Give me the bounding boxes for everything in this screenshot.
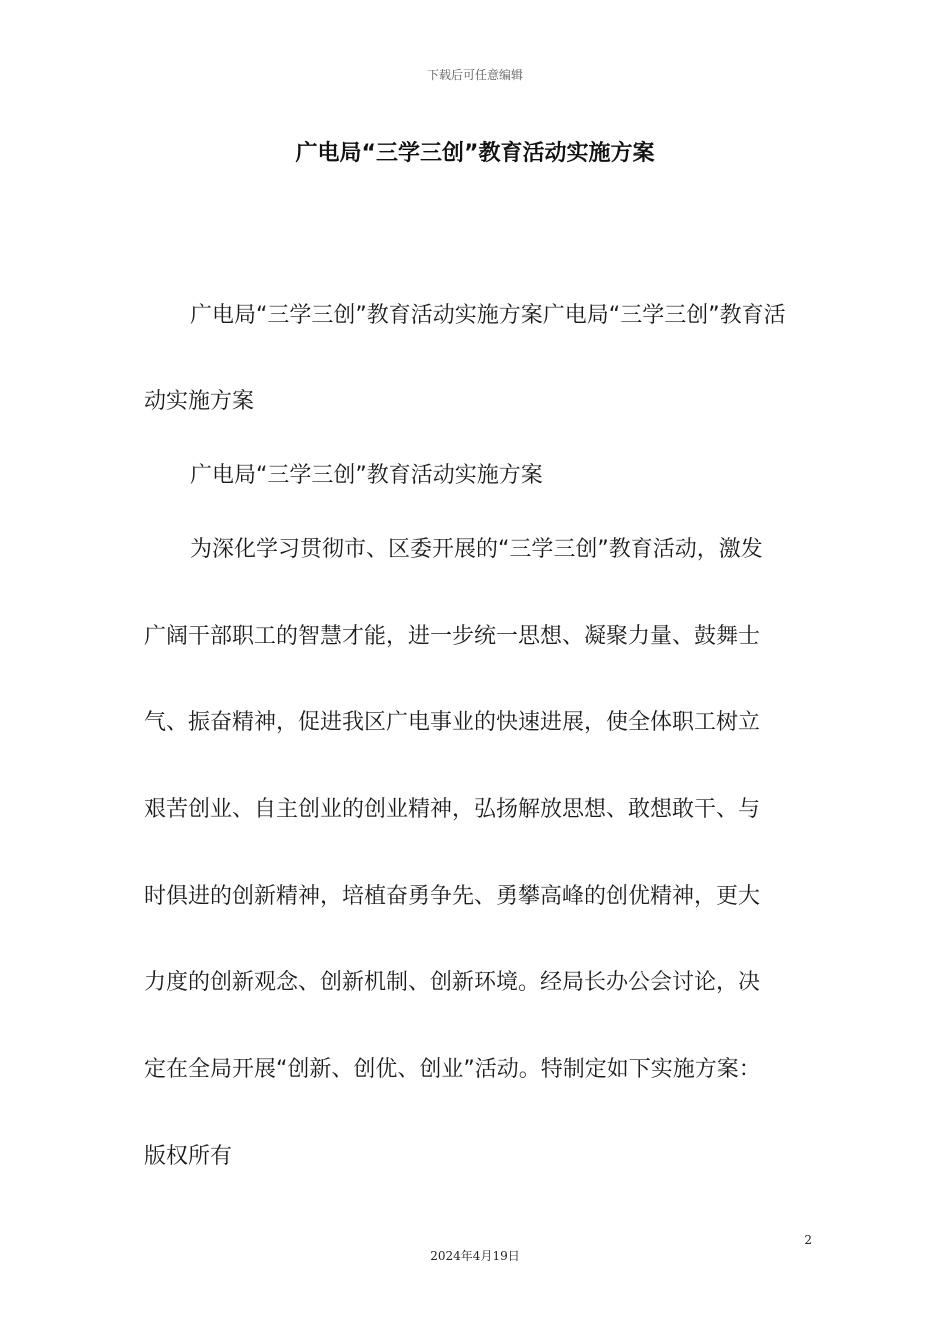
body-line: 为深化学习贯彻市、区委开展的“三学三创”教育活动，激发 (190, 537, 763, 562)
body-line: 气、振奋精神，促进我区广电事业的快速进展，使全体职工树立 (144, 710, 761, 735)
body-line: 广阔干部职工的智慧才能，进一步统一思想、凝聚力量、鼓舞士 (144, 624, 761, 649)
body-line: 版权所有 (144, 1144, 233, 1169)
body-line: 艰苦创业、自主创业的创业精神，弘扬解放思想、敢想敢干、与 (144, 797, 761, 822)
body-line: 力度的创新观念、创新机制、创新环境。经局长办公会讨论，决 (144, 970, 761, 995)
body-line: 广电局“三学三创”教育活动实施方案 (190, 463, 543, 488)
document-title: 广电局“三学三创”教育活动实施方案 (295, 141, 655, 166)
page-number: 2 (804, 1233, 812, 1247)
body-line: 时俱进的创新精神，培植奋勇争先、勇攀高峰的创优精神，更大 (144, 884, 761, 909)
footer-date: 2024年4月19日 (430, 1249, 520, 1263)
header-note: 下载后可任意编辑 (426, 68, 523, 82)
body-line: 动实施方案 (144, 389, 255, 414)
body-line: 定在全局开展“创新、创优、创业”活动。特制定如下实施方案： (144, 1057, 761, 1082)
body-line: 广电局“三学三创”教育活动实施方案广电局“三学三创”教育活 (190, 303, 786, 328)
